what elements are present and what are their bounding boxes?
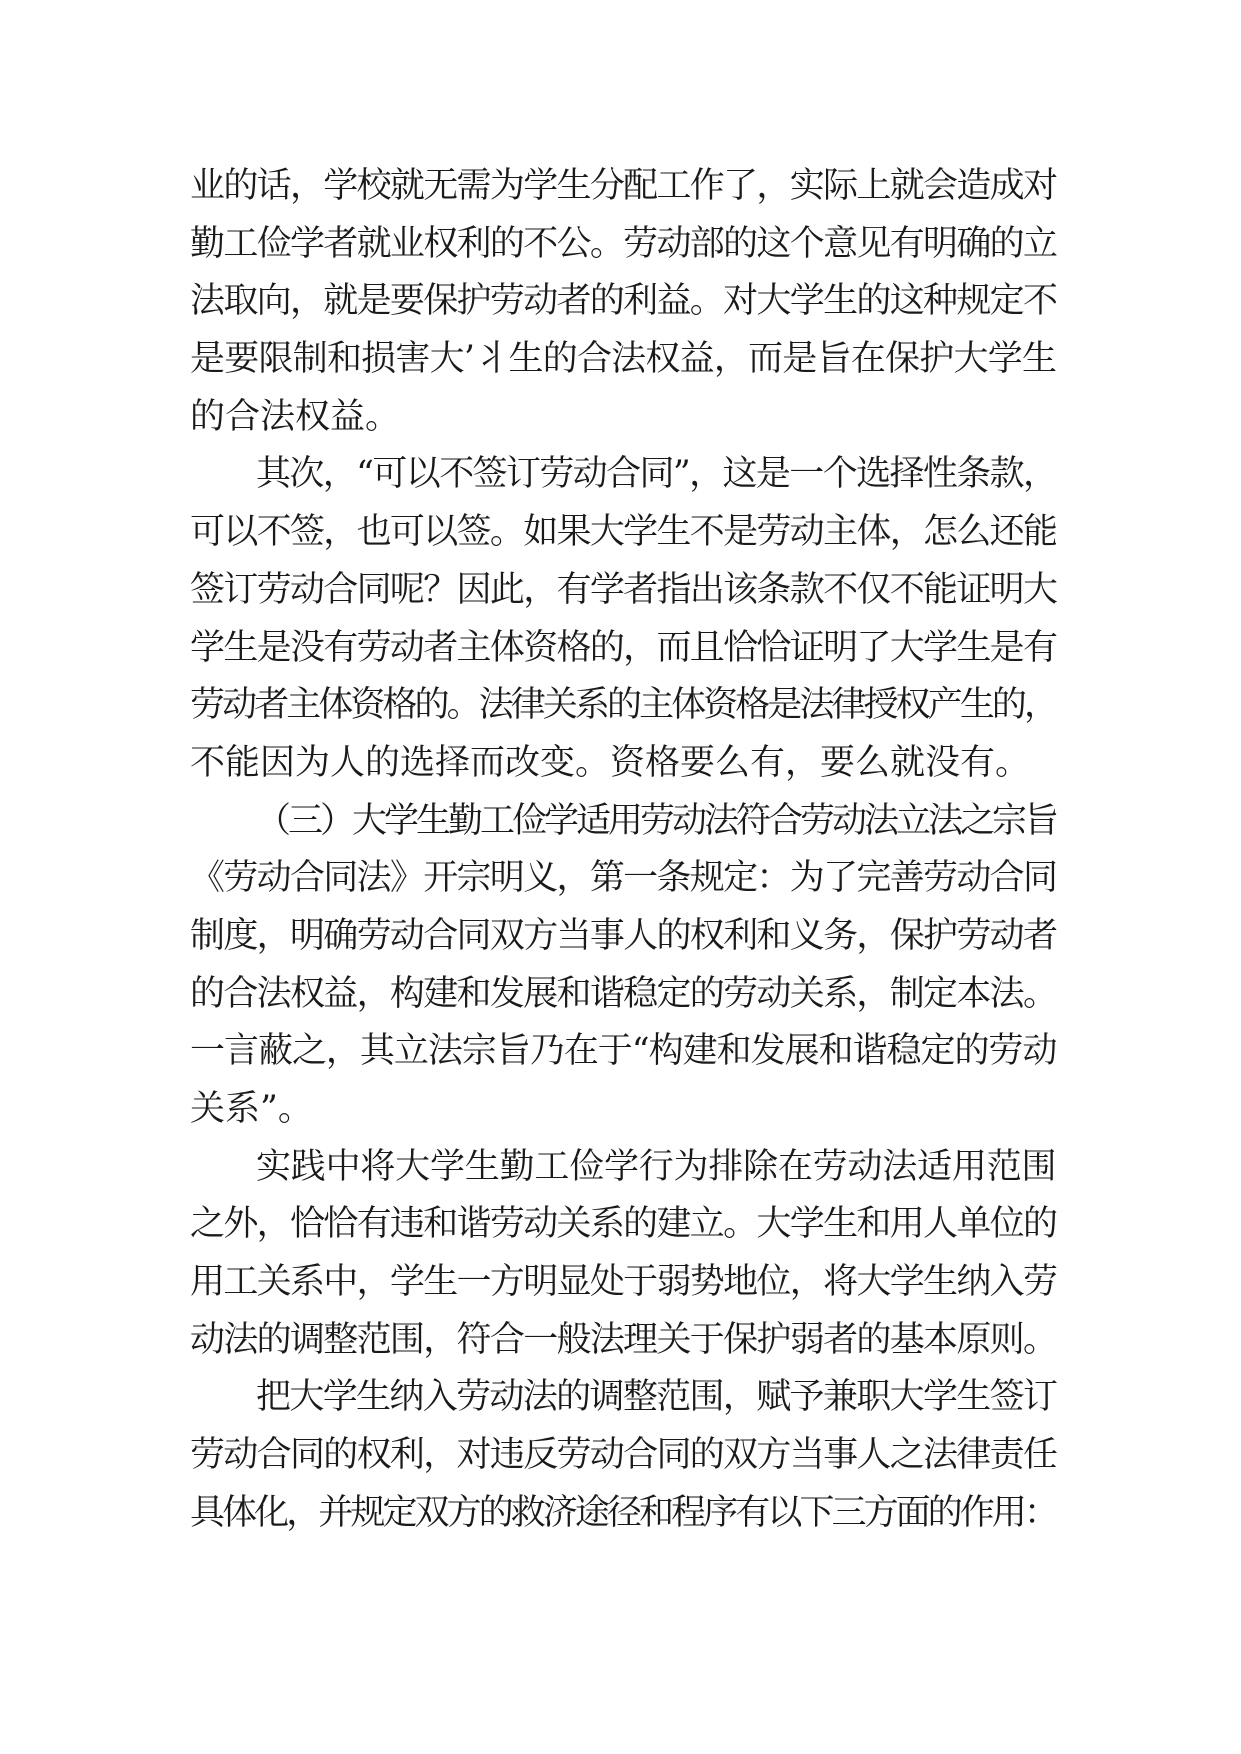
text-line: 《劳动合同法》开宗明义，第一条规定：为了完善劳动合同 — [190, 858, 1056, 899]
document-page — [190, 158, 1056, 1543]
text-line: 劳动者主体资格的。法律关系的主体资格是法律授权产生的， — [190, 685, 1056, 726]
text-line: 劳动合同的权利，对违反劳动合同的双方当事人之法律责任 — [190, 1435, 1056, 1476]
text-line: 一言蔽之，其立法宗旨乃在于“构建和发展和谐稳定的劳动 — [190, 1031, 1056, 1072]
text-line: 业的话，学校就无需为学生分配工作了，实际上就会造成对 — [190, 166, 1056, 206]
text-line: 把大学生纳入劳动法的调整范围，赋予兼职大学生签订 — [256, 1377, 1056, 1418]
text-line: 实践中将大学生勤工俭学行为排除在劳动法适用范围 — [256, 1146, 1056, 1187]
text-line: 之外，恰恰有违和谐劳动关系的建立。大学生和用人单位的 — [190, 1204, 1056, 1245]
text-line: 具体化，并规定双方的救济途径和程序有以下三方面的作用： — [190, 1492, 1056, 1533]
text-line: 动法的调整范围，符合一般法理关于保护弱者的基本原则。 — [190, 1319, 1056, 1360]
section-heading: （三）大学生勤工俭学适用劳动法符合劳动法立法之宗旨 — [256, 800, 1057, 841]
text-line: 关系”。 — [190, 1089, 313, 1129]
text-line: 的合法权益，构建和发展和谐稳定的劳动关系，制定本法。 — [190, 973, 1056, 1014]
text-line: 勤工俭学者就业权利的不公。劳动部的这个意见有明确的立 — [190, 223, 1056, 264]
text-line: 可以不签，也可以签。如果大学生不是劳动主体，怎么还能 — [190, 512, 1056, 553]
text-line: 签订劳动合同呢？因此，有学者指出该条款不仅不能证明大 — [190, 569, 1056, 610]
text-line: 是要限制和损害大’丬生的合法权益，而是旨在保护大学生 — [190, 339, 1056, 380]
text-line: 的合法权益。 — [190, 396, 401, 437]
text-line: 学生是没有劳动者主体资格的，而且恰恰证明了大学生是有 — [190, 627, 1056, 668]
text-line: 不能因为人的选择而改变。资格要么有，要么就没有。 — [190, 742, 1031, 783]
text-line: 用工关系中，学生一方明显处于弱势地位，将大学生纳入劳 — [190, 1262, 1056, 1303]
text-line: 法取向，就是要保护劳动者的利益。对大学生的这种规定不 — [190, 281, 1056, 322]
text-line: 制度，明确劳动合同双方当事人的权利和义务，保护劳动者 — [190, 915, 1056, 956]
text-line: 其次，“可以不签订劳动合同”，这是一个选择性条款， — [256, 454, 1056, 495]
